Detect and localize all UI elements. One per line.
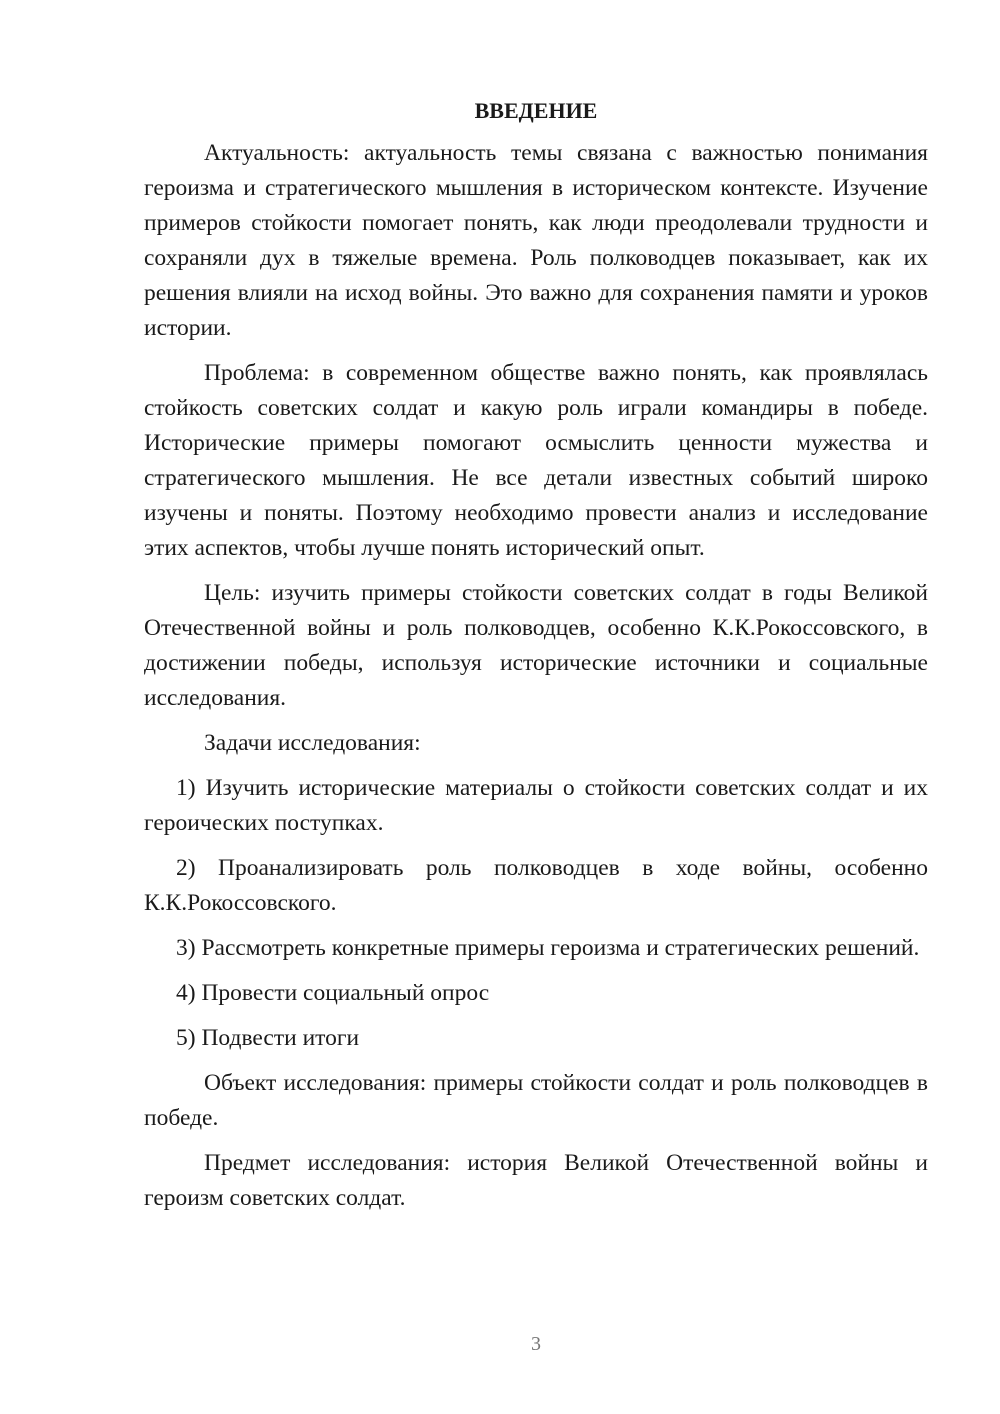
goal-paragraph: Цель: изучить примеры стойкости советских солдат в годы Великой Отечественной войны и роль полководцев, особенно К.К.Рокоссовского, в достижении победы, используя исторические источники и социальные исследования. [144,580,928,711]
tasks-heading: Задачи исследования: [204,730,421,756]
task-item-2: 2) Проанализировать роль полководцев в ходе войны, особенно К.К.Рокоссовского. [144,855,928,916]
task-item-3: 3) Рассмотреть конкретные примеры героизма и стратегических решений. [176,935,920,961]
task-item-4: 4) Провести социальный опрос [176,980,490,1006]
subject-paragraph: Предмет исследования: история Великой Отечественной войны и героизм советских солдат. [144,1150,928,1211]
page-content [144,96,928,1226]
relevance-paragraph: Актуальность: актуальность темы связана с важностью понимания героизма и стратегического мышления в историческом контексте. Изучение примеров стойкости помогает понять, как люди преодолевали трудности и сохраняли дух в тяжелые времена. Роль полководцев показывает, как их решения влияли на исход войны. Это важно для сохранения памяти и уроков истории. [144,140,928,341]
problem-paragraph: Проблема: в современном обществе важно понять, как проявлялась стойкость советских солдат и какую роль играли командиры в победе. Исторические примеры помогают осмыслить ценности мужества и стратегического мышления. Не все детали известных событий широко изучены и поняты. Поэтому необходимо провести анализ и исследование этих аспектов, чтобы лучше понять исторический опыт. [144,360,928,561]
object-paragraph: Объект исследования: примеры стойкости солдат и роль полководцев в победе. [144,1070,928,1131]
page-number: 3 [531,1333,541,1355]
task-item-5: 5) Подвести итоги [176,1025,360,1051]
section-title: ВВЕДЕНИЕ [474,98,598,123]
task-item-1: 1) Изучить исторические материалы о стойкости советских солдат и их героических поступках. [144,775,928,836]
